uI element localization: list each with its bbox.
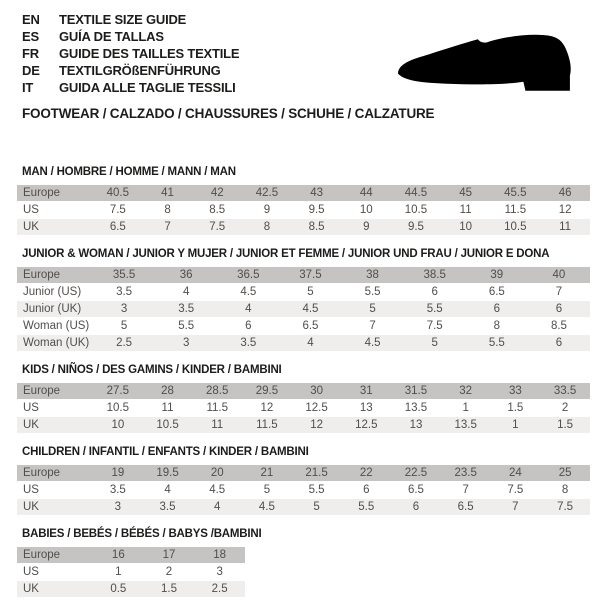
size-cell: 24 (491, 465, 541, 482)
size-table-row (17, 581, 245, 598)
size-cell: 5 (342, 301, 404, 318)
row-label: Woman (US) (17, 318, 93, 335)
lang-row-en (22, 11, 590, 28)
size-cell: 21.5 (292, 465, 342, 482)
size-table-row (17, 400, 590, 417)
size-cell: 7 (441, 482, 491, 499)
size-cell: 25 (540, 465, 590, 482)
row-label: US (17, 400, 93, 417)
size-cell: 35.5 (93, 267, 155, 284)
size-table-row (17, 202, 590, 219)
size-cell: 4.5 (279, 301, 341, 318)
size-cell: 46 (540, 185, 590, 202)
size-cell: 42.5 (242, 185, 292, 202)
lang-text: TEXTILE SIZE GUIDE (59, 12, 187, 27)
size-cell: 37.5 (279, 267, 341, 284)
size-cell: 6 (466, 301, 528, 318)
size-cell: 8 (143, 202, 193, 219)
size-cell: 31 (341, 383, 391, 400)
lang-code: DE (22, 63, 40, 78)
row-label: UK (17, 499, 93, 516)
size-cell: 40.5 (93, 185, 143, 202)
size-cell: 13.5 (441, 417, 491, 434)
section-kids (17, 364, 590, 434)
size-cell: 45 (441, 185, 491, 202)
size-cell: 6 (404, 284, 466, 301)
size-cell: 3.5 (93, 482, 143, 499)
size-cell: 1 (93, 564, 144, 581)
size-cell: 18 (194, 547, 245, 564)
size-cell: 10.5 (143, 417, 193, 434)
size-cell: 31.5 (391, 383, 441, 400)
size-cell: 4.5 (217, 284, 279, 301)
size-cell: 7 (143, 219, 193, 236)
size-cell: 5.5 (155, 318, 217, 335)
row-label: US (17, 202, 93, 219)
size-cell: 10 (93, 417, 143, 434)
size-cell: 4.5 (242, 499, 292, 516)
size-table-row (17, 335, 590, 352)
row-label: Europe (17, 185, 93, 202)
size-table-header-row (17, 547, 245, 564)
row-label: UK (17, 417, 93, 434)
size-cell: 7.5 (93, 202, 143, 219)
size-cell: 6 (217, 318, 279, 335)
lang-text: TEXTILGRÖßENFÜHRUNG (59, 63, 221, 78)
size-cell: 3.5 (217, 335, 279, 352)
size-table-row (17, 301, 590, 318)
row-label: Woman (UK) (17, 335, 93, 352)
size-cell: 11.5 (491, 202, 541, 219)
size-cell: 3 (93, 499, 143, 516)
size-cell: 10.5 (391, 202, 441, 219)
size-cell: 4 (217, 301, 279, 318)
size-table-kids (17, 383, 590, 434)
size-cell: 19.5 (143, 465, 193, 482)
section-junior-woman (17, 248, 590, 352)
size-table-header-row (17, 383, 590, 400)
size-cell: 10.5 (491, 219, 541, 236)
size-cell: 10.5 (93, 400, 143, 417)
size-cell: 1.5 (540, 417, 590, 434)
row-label: US (17, 482, 93, 499)
size-cell: 7.5 (491, 482, 541, 499)
category-line: FOOTWEAR / CALZADO / CHAUSSURES / SCHUHE / CALZATURE (22, 106, 435, 121)
section-title: BABIES / BEBÉS / BÉBÉS / BABYS /BAMBINI (22, 528, 262, 540)
size-cell: 36.5 (217, 267, 279, 284)
size-cell: 5 (279, 284, 341, 301)
size-cell: 11 (441, 202, 491, 219)
size-cell: 6.5 (391, 482, 441, 499)
size-cell: 6 (341, 482, 391, 499)
size-cell: 19 (93, 465, 143, 482)
size-cell: 4.5 (342, 335, 404, 352)
size-cell: 1.5 (491, 400, 541, 417)
size-cell: 7 (491, 499, 541, 516)
row-label: Junior (US) (17, 284, 93, 301)
size-cell: 8 (540, 482, 590, 499)
size-cell: 12 (292, 417, 342, 434)
size-cell: 2 (144, 564, 195, 581)
row-label: US (17, 564, 93, 581)
size-cell: 29.5 (242, 383, 292, 400)
lang-code: ES (22, 29, 39, 44)
section-title: CHILDREN / INFANTIL / ENFANTS / KINDER / BAMBINI (22, 446, 309, 458)
size-cell: 36 (155, 267, 217, 284)
size-cell: 1 (491, 417, 541, 434)
size-cell: 2 (540, 400, 590, 417)
size-cell: 5.5 (292, 482, 342, 499)
size-cell: 10 (441, 219, 491, 236)
size-cell: 5 (93, 318, 155, 335)
size-cell: 30 (292, 383, 342, 400)
size-cell: 4 (143, 482, 193, 499)
size-cell: 28.5 (192, 383, 242, 400)
size-cell: 5 (292, 499, 342, 516)
size-cell: 11.5 (242, 417, 292, 434)
size-cell: 4.5 (192, 482, 242, 499)
size-cell: 1.5 (144, 581, 195, 598)
lang-text: GUIDE DES TAILLES TEXTILE (59, 46, 240, 61)
section-man (17, 166, 590, 236)
size-cell: 7 (342, 318, 404, 335)
size-cell: 3 (194, 564, 245, 581)
size-cell: 16 (93, 547, 144, 564)
size-table-junior-woman (17, 267, 590, 352)
size-cell: 11.5 (192, 400, 242, 417)
size-cell: 4 (192, 499, 242, 516)
size-cell: 5.5 (341, 499, 391, 516)
size-cell: 38.5 (404, 267, 466, 284)
size-cell: 22.5 (391, 465, 441, 482)
size-cell: 5.5 (342, 284, 404, 301)
row-label: Europe (17, 267, 93, 284)
size-cell: 5.5 (466, 335, 528, 352)
size-cell: 8 (466, 318, 528, 335)
row-label: Europe (17, 465, 93, 482)
size-cell: 33 (491, 383, 541, 400)
row-label: UK (17, 581, 93, 598)
size-table-header-row (17, 185, 590, 202)
size-table-row (17, 564, 245, 581)
size-cell: 6 (528, 335, 590, 352)
section-babies (17, 528, 590, 598)
size-cell: 12 (540, 202, 590, 219)
size-cell: 13.5 (391, 400, 441, 417)
size-cell: 7 (528, 284, 590, 301)
size-cell: 3.5 (143, 499, 193, 516)
size-table-babies (17, 547, 245, 598)
size-cell: 12 (242, 400, 292, 417)
size-cell: 5 (242, 482, 292, 499)
lang-text: GUIDA ALLE TAGLIE TESSILI (59, 80, 236, 95)
section-title: KIDS / NIÑOS / DES GAMINS / KINDER / BAMBINI (22, 364, 282, 376)
size-cell: 11 (540, 219, 590, 236)
lang-code: IT (22, 80, 34, 95)
size-cell: 3.5 (155, 301, 217, 318)
size-table-row (17, 219, 590, 236)
size-cell: 12.5 (341, 417, 391, 434)
size-cell: 6.5 (93, 219, 143, 236)
size-cell: 7.5 (404, 318, 466, 335)
size-cell: 6 (391, 499, 441, 516)
lang-code: FR (22, 46, 39, 61)
size-cell: 2.5 (194, 581, 245, 598)
size-cell: 8 (242, 219, 292, 236)
size-cell: 8.5 (528, 318, 590, 335)
size-table-row (17, 482, 590, 499)
size-cell: 11 (192, 417, 242, 434)
size-cell: 9 (341, 219, 391, 236)
size-table-row (17, 417, 590, 434)
size-cell: 13 (341, 400, 391, 417)
size-cell: 4 (155, 284, 217, 301)
row-label: Europe (17, 383, 93, 400)
size-cell: 9.5 (391, 219, 441, 236)
size-table-row (17, 284, 590, 301)
shoe-icon (396, 33, 578, 94)
size-cell: 21 (242, 465, 292, 482)
size-cell: 0.5 (93, 581, 144, 598)
size-cell: 27.5 (93, 383, 143, 400)
size-table-row (17, 318, 590, 335)
size-cell: 45.5 (491, 185, 541, 202)
size-cell: 39 (466, 267, 528, 284)
size-cell: 6.5 (279, 318, 341, 335)
size-cell: 1 (441, 400, 491, 417)
size-cell: 44.5 (391, 185, 441, 202)
size-table-children (17, 465, 590, 516)
section-title: MAN / HOMBRE / HOMME / MANN / MAN (22, 166, 236, 178)
lang-code: EN (22, 12, 40, 27)
size-cell: 41 (143, 185, 193, 202)
size-cell: 44 (341, 185, 391, 202)
size-cell: 42 (192, 185, 242, 202)
size-cell: 6.5 (466, 284, 528, 301)
size-cell: 7.5 (540, 499, 590, 516)
lang-text: GUÍA DE TALLAS (59, 29, 164, 44)
size-cell: 4 (279, 335, 341, 352)
size-cell: 9.5 (292, 202, 342, 219)
section-title: JUNIOR & WOMAN / JUNIOR Y MUJER / JUNIOR ET FEMME / JUNIOR UND FRAU / JUNIOR E DONA (22, 248, 550, 260)
size-cell: 40 (528, 267, 590, 284)
size-table-row (17, 499, 590, 516)
size-table-header-row (17, 465, 590, 482)
size-cell: 7.5 (192, 219, 242, 236)
size-cell: 32 (441, 383, 491, 400)
size-cell: 6 (528, 301, 590, 318)
size-cell: 20 (192, 465, 242, 482)
row-label: Junior (UK) (17, 301, 93, 318)
size-cell: 23.5 (441, 465, 491, 482)
size-cell: 28 (143, 383, 193, 400)
size-cell: 33.5 (540, 383, 590, 400)
size-cell: 9 (242, 202, 292, 219)
size-cell: 10 (341, 202, 391, 219)
size-table-man (17, 185, 590, 236)
size-cell: 38 (342, 267, 404, 284)
size-cell: 5 (404, 335, 466, 352)
size-cell: 3 (155, 335, 217, 352)
size-cell: 3 (93, 301, 155, 318)
size-cell: 6.5 (441, 499, 491, 516)
section-children (17, 446, 590, 516)
size-cell: 8.5 (192, 202, 242, 219)
size-cell: 22 (341, 465, 391, 482)
size-cell: 17 (144, 547, 195, 564)
size-cell: 43 (292, 185, 342, 202)
size-cell: 12.5 (292, 400, 342, 417)
size-cell: 3.5 (93, 284, 155, 301)
row-label: UK (17, 219, 93, 236)
size-cell: 13 (391, 417, 441, 434)
size-cell: 8.5 (292, 219, 342, 236)
row-label: Europe (17, 547, 93, 564)
size-cell: 5.5 (404, 301, 466, 318)
size-cell: 2.5 (93, 335, 155, 352)
size-table-header-row (17, 267, 590, 284)
size-cell: 11 (143, 400, 193, 417)
